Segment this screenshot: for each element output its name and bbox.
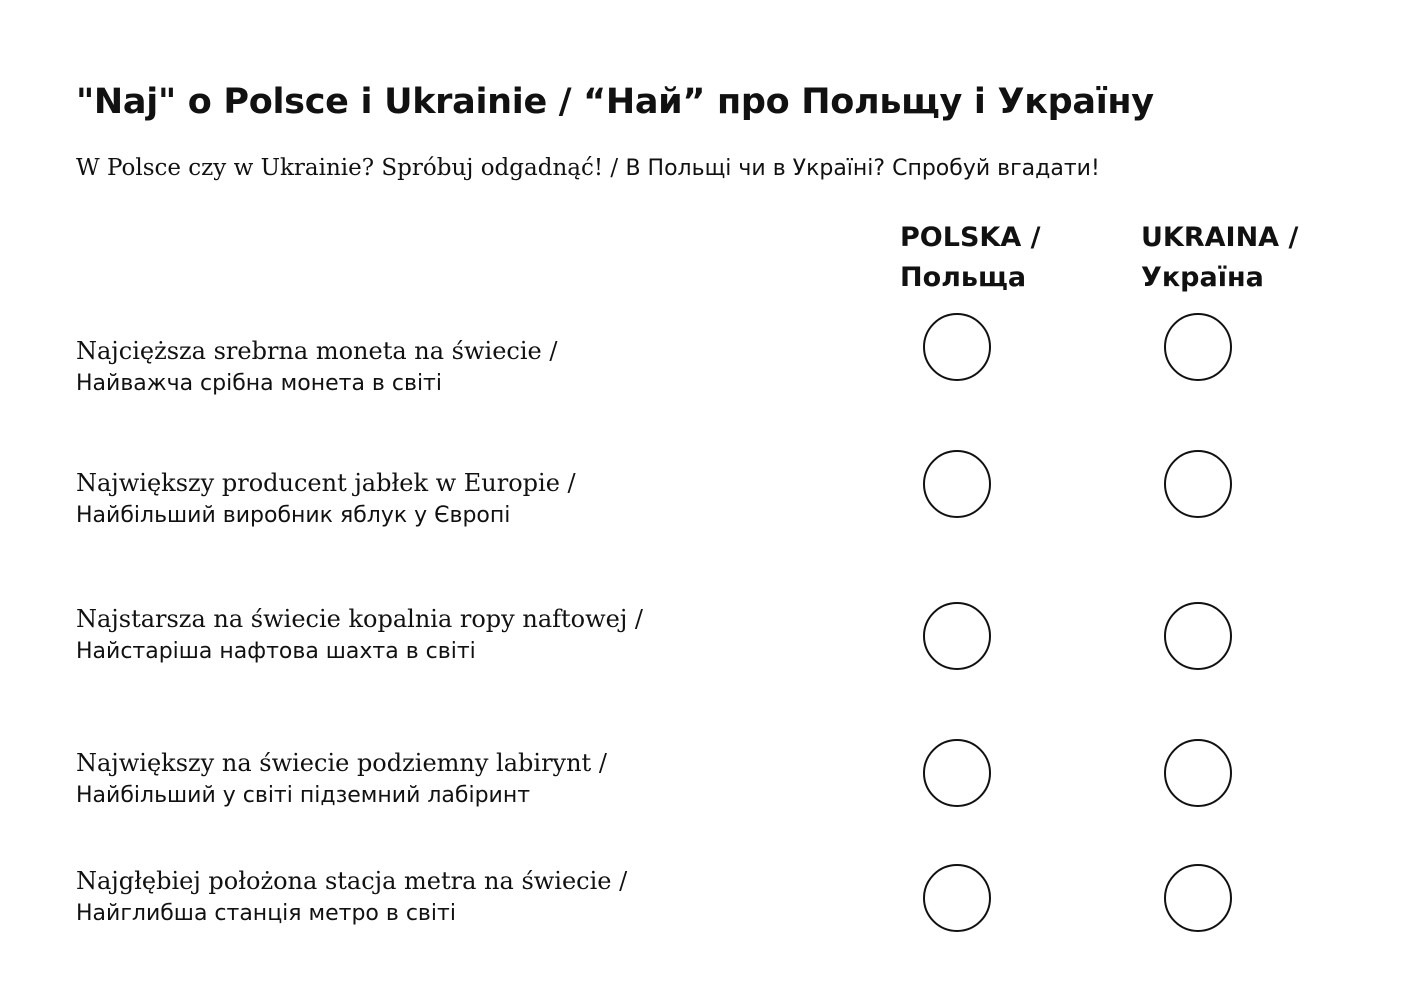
question-text-ukrainian: Найбільший виробник яблук у Європі (76, 503, 511, 528)
question-row (0, 746, 1422, 826)
answer-radio-poland[interactable] (923, 864, 991, 932)
question-label (76, 864, 627, 930)
answer-radio-ukraine[interactable] (1164, 313, 1232, 381)
question-text-ukrainian: Найглибша станція метро в світі (76, 901, 456, 926)
question-text-ukrainian: Найбільший у світі підземний лабіринт (76, 783, 531, 808)
question-text-polish: Najgłębiej położona stacja metra na świecie / (76, 867, 628, 895)
question-text-polish: Największy na świecie podziemny labirynt / (76, 749, 607, 777)
column-header-ukraine (1141, 218, 1298, 298)
question-text-ukrainian: Найважча срібна монета в світі (76, 371, 442, 396)
answer-radio-ukraine[interactable] (1164, 602, 1232, 670)
question-text-ukrainian: Найстаріша нафтова шахта в світі (76, 639, 476, 664)
question-row (0, 602, 1422, 682)
question-label (76, 746, 607, 812)
column-header-ukraine-line2: Україна (1141, 262, 1264, 293)
question-row (0, 466, 1422, 546)
column-header-ukraine-line1: UKRAINA / (1141, 222, 1299, 253)
answer-radio-ukraine[interactable] (1164, 450, 1232, 518)
question-label (76, 466, 576, 532)
answer-radio-poland[interactable] (923, 313, 991, 381)
page-subtitle (76, 152, 1100, 185)
answer-radio-poland[interactable] (923, 602, 991, 670)
question-label (76, 334, 557, 400)
subtitle-ukrainian: В Польщі чи в Україні? Спробуй вгадати! (625, 156, 1100, 181)
question-label (76, 602, 643, 668)
column-header-poland (900, 218, 1040, 298)
question-row (0, 864, 1422, 944)
question-row (0, 334, 1422, 414)
page-title: "Naj" o Polsce i Ukrainie / “Най” про Польщу і Україну (76, 82, 1154, 122)
column-header-poland-line2: Польща (900, 262, 1027, 293)
answer-radio-poland[interactable] (923, 450, 991, 518)
column-header-poland-line1: POLSKA / (900, 222, 1041, 253)
answer-radio-poland[interactable] (923, 739, 991, 807)
subtitle-polish: W Polsce czy w Ukrainie? Spróbuj odgadnąć! / (76, 155, 626, 181)
answer-radio-ukraine[interactable] (1164, 864, 1232, 932)
question-text-polish: Najstarsza na świecie kopalnia ropy naftowej / (76, 605, 643, 633)
question-text-polish: Największy producent jabłek w Europie / (76, 469, 576, 497)
question-text-polish: Najcięższa srebrna moneta na świecie / (76, 337, 558, 365)
answer-radio-ukraine[interactable] (1164, 739, 1232, 807)
